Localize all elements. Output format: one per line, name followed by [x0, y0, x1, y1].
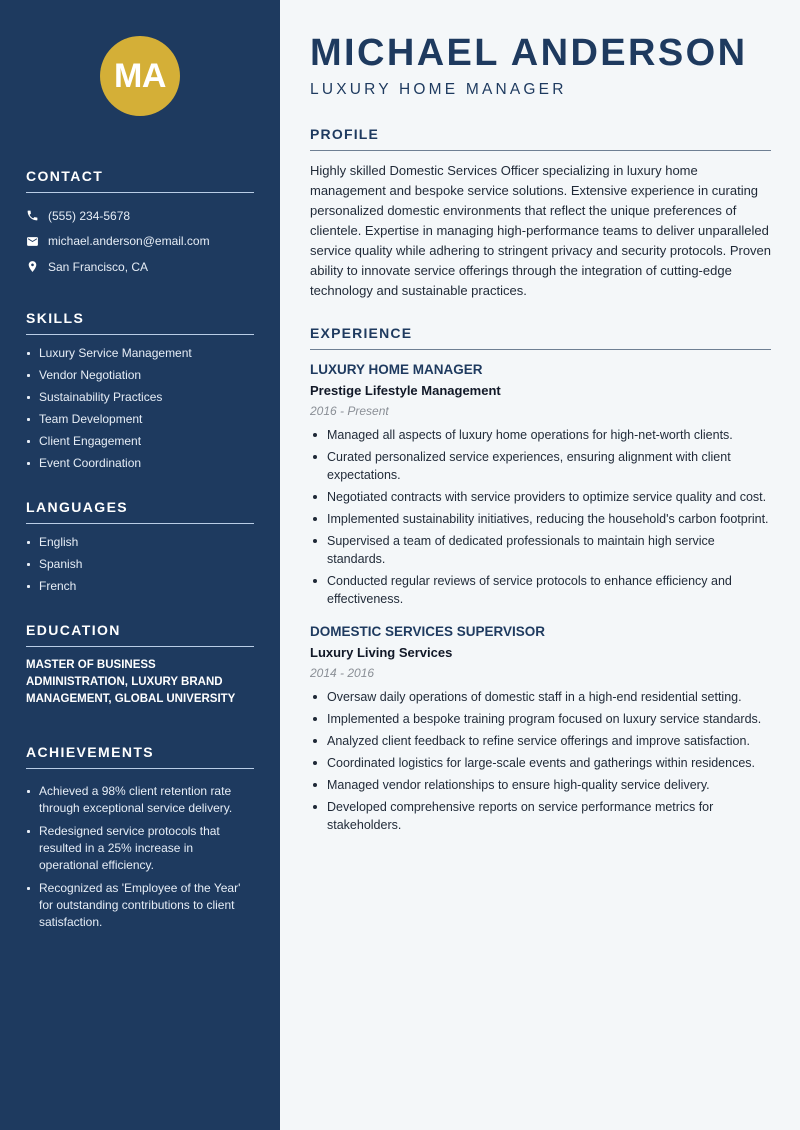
- languages-section: [26, 499, 254, 595]
- skill-item: Event Coordination: [26, 455, 254, 472]
- job-bullet: Implemented sustainability initiatives, reducing the household's carbon footprint.: [310, 510, 771, 528]
- phone-icon: [26, 209, 39, 222]
- contact-email: [26, 229, 254, 255]
- main-content: [280, 0, 800, 1130]
- job-bullet: Developed comprehensive reports on service performance metrics for stakeholders.: [310, 798, 771, 834]
- profile-section: [310, 126, 771, 301]
- job-dates: 2014 - 2016: [310, 666, 375, 680]
- skills-section: [26, 310, 254, 472]
- skill-item: Vendor Negotiation: [26, 367, 254, 384]
- experience-section: [310, 325, 771, 834]
- skill-item: Luxury Service Management: [26, 345, 254, 362]
- skills-heading: SKILLS: [26, 310, 254, 335]
- job-bullets: [310, 426, 771, 608]
- contact-location: [26, 254, 254, 280]
- job-entry: [310, 362, 771, 608]
- job-role: DOMESTIC SERVICES SUPERVISOR: [310, 624, 546, 639]
- email-text: michael.anderson@email.com: [48, 234, 210, 249]
- job-bullet: Coordinated logistics for large-scale events and gatherings within residences.: [310, 754, 771, 772]
- language-item: Spanish: [26, 556, 254, 573]
- job-bullet: Analyzed client feedback to refine service offerings and improve satisfaction.: [310, 732, 771, 750]
- achievement-item: Redesigned service protocols that resulted in a 25% increase in operational efficiency.: [26, 823, 254, 874]
- skills-list: [26, 345, 254, 472]
- profile-summary: Highly skilled Domestic Services Officer specializing in luxury home management and bespoke service solutions. Extensive experience in curating personalized domestic environments that reflect the unique preferences of clientele. Expertise in managing high-performance teams to deliver unparalleled service quality while adhering to stringent privacy and security protocols. Proven ability to innovate service offerings through the integration of cutting-edge technology and sustainable practices.: [310, 163, 772, 298]
- job-bullet: Oversaw daily operations of domestic staff in a high-end residential setting.: [310, 688, 771, 706]
- sidebar: [0, 0, 280, 1130]
- job-company: Prestige Lifestyle Management: [310, 383, 501, 398]
- skill-item: Sustainability Practices: [26, 389, 254, 406]
- job-bullet: Curated personalized service experiences, ensuring alignment with client expectations.: [310, 448, 771, 484]
- experience-heading: EXPERIENCE: [310, 325, 771, 350]
- candidate-name: MICHAEL ANDERSON: [310, 32, 748, 74]
- job-bullet: Managed all aspects of luxury home operations for high-net-worth clients.: [310, 426, 771, 444]
- skill-item: Team Development: [26, 411, 254, 428]
- job-company: Luxury Living Services: [310, 645, 453, 660]
- profile-heading: PROFILE: [310, 126, 771, 151]
- language-item: French: [26, 578, 254, 595]
- contact-section: [26, 168, 254, 280]
- location-pin-icon: [26, 260, 39, 273]
- avatar: [100, 36, 180, 116]
- job-bullet: Conducted regular reviews of service protocols to enhance efficiency and effectiveness.: [310, 572, 771, 608]
- achievement-item: Recognized as 'Employee of the Year' for outstanding contributions to client satisfaction.: [26, 880, 254, 931]
- job-bullets: [310, 688, 771, 834]
- contact-phone: [26, 203, 254, 229]
- languages-list: [26, 534, 254, 595]
- phone-text: (555) 234-5678: [48, 208, 131, 223]
- job-entry: [310, 624, 771, 834]
- skill-item: Client Engagement: [26, 433, 254, 450]
- contact-heading: CONTACT: [26, 168, 254, 193]
- language-item: English: [26, 534, 254, 551]
- job-dates: 2016 - Present: [310, 404, 389, 418]
- languages-heading: LANGUAGES: [26, 499, 254, 524]
- achievement-item: Achieved a 98% client retention rate through exceptional service delivery.: [26, 783, 254, 817]
- resume-header: [310, 30, 771, 99]
- job-bullet: Managed vendor relationships to ensure high-quality service delivery.: [310, 776, 771, 794]
- avatar-initials: MA: [114, 56, 166, 95]
- job-bullet: Negotiated contracts with service providers to optimize service quality and cost.: [310, 488, 771, 506]
- achievements-heading: ACHIEVEMENTS: [26, 744, 254, 769]
- education-degree: MASTER OF BUSINESS ADMINISTRATION, LUXURY BRAND MANAGEMENT, GLOBAL UNIVERSITY: [26, 658, 236, 705]
- job-bullet: Supervised a team of dedicated professionals to maintain high service standards.: [310, 532, 771, 568]
- job-role: LUXURY HOME MANAGER: [310, 362, 483, 377]
- contact-list: [26, 203, 254, 280]
- achievements-list: [26, 783, 254, 931]
- location-text: San Francisco, CA: [48, 259, 149, 274]
- education-section: [26, 622, 254, 708]
- email-icon: [26, 235, 39, 248]
- achievements-section: [26, 744, 254, 931]
- candidate-title: LUXURY HOME MANAGER: [310, 81, 567, 98]
- education-heading: EDUCATION: [26, 622, 254, 647]
- job-bullet: Implemented a bespoke training program focused on luxury service standards.: [310, 710, 771, 728]
